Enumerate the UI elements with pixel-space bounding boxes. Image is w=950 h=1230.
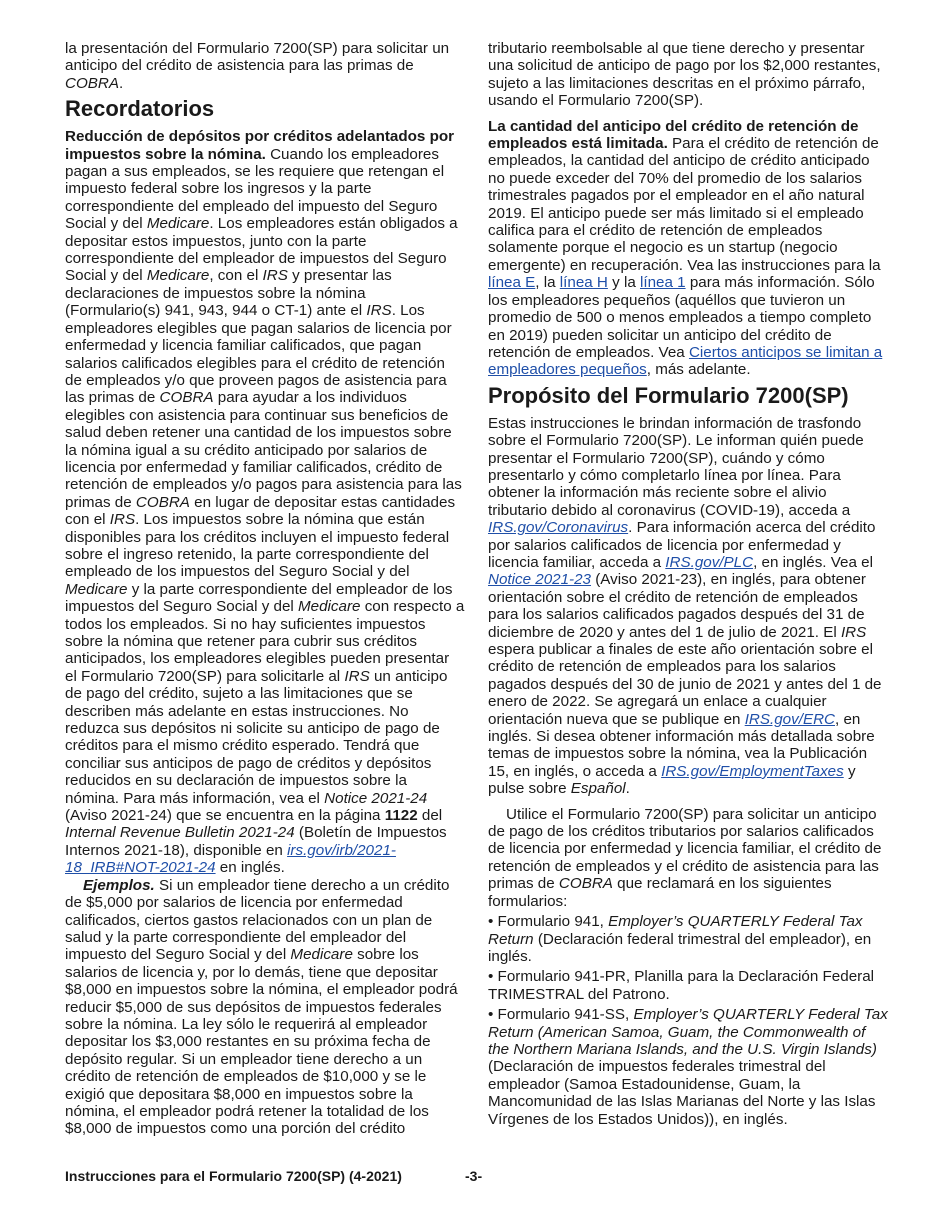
text-run: Ejemplos. bbox=[83, 876, 155, 894]
text-run: IRS bbox=[109, 511, 136, 529]
text-run: Medicare bbox=[146, 215, 210, 233]
text-run: Reducción de depósitos por créditos adelantados por impuestos sobre la nómina. bbox=[65, 128, 455, 163]
text-run: , en inglés. Si desea obtener información más detallada sobre temas de impuestos sobre la nómina, vea la Publicación 15, en inglés, o acceda a bbox=[488, 710, 875, 780]
text-run: y presentar las declaraciones de impuestos sobre la nómina (Formulario(s) 941, 943, 944 o CT-1) ante el bbox=[65, 267, 392, 320]
text-run: (Aviso 2021-23), en inglés, para obtener orientación sobre el crédito de retención de empleados para los salarios calificados pagados después del 31 de diciembre de 2020 y antes del 1 de julio de 2021. El bbox=[488, 571, 866, 641]
section-heading-recordatorios: Recordatorios bbox=[65, 96, 215, 122]
text-run: COBRA bbox=[558, 875, 613, 893]
text-run: Medicare bbox=[65, 580, 128, 598]
text-link[interactable]: IRS.gov/EmploymentTaxes bbox=[661, 762, 844, 780]
text-link[interactable]: línea E bbox=[488, 274, 536, 292]
text-run: COBRA bbox=[159, 389, 214, 407]
text-run: COBRA bbox=[65, 74, 120, 92]
text-run: Utilice el Formulario 7200(SP) para solicitar un anticipo de pago de los créditos tributarios por salarios calificados de licencia por enfermedad y licencia familiar, el crédito de retención de empleados y el crédito de asistencia para las primas de bbox=[488, 805, 882, 893]
text-run: (Aviso 2021-24) que se encuentra en la página bbox=[65, 807, 385, 825]
text-run: Medicare bbox=[146, 267, 210, 285]
text-link[interactable]: línea 1 bbox=[639, 274, 686, 292]
text-run: • Formulario 941-PR, Planilla para la Declaración Federal TRIMESTRAL del Patrono. bbox=[488, 968, 875, 1003]
text-run: COBRA bbox=[135, 493, 190, 511]
text-run: , la bbox=[535, 274, 560, 292]
text-run: • Formulario 941-SS, bbox=[488, 1006, 634, 1024]
text-run: . Los impuestos sobre la nómina que están disponibles para los créditos incluyen el impuesto federal sobre el ingreso retenido, la parte correspondiente del empleado de los impuestos del Seguro Social y del bbox=[65, 511, 450, 581]
text-run: espera publicar a finales de este año orientación sobre el crédito de retención de empleados para los salarios pagados después del 30 de junio de 2021 y antes del 1 de enero de 2022. Se agregará un enlace a cualquier orientación nueva que se publique en bbox=[488, 641, 882, 728]
bullet-form-941 bbox=[488, 913, 888, 965]
text-run: sobre los salarios de licencia y, por lo demás, tiene que depositar $8,000 en impuestos sobre la nómina, el empleador podrá reducir $5,000 de sus depósitos de impuestos federales sobre la nómina. La ley sólo le requerirá al empleador depositar los $3,000 restantes en su próxima fecha de depósito regular. Si un empleador tiene derecho a un crédito de retención de empleados de $10,000 y se le exigió que depositara $8,000 en impuestos sobre la nómina, el empleador podrá retener la totalidad de los $8,000 de impuestos como una porción del crédito bbox=[65, 946, 458, 1138]
text-run: del bbox=[417, 807, 443, 825]
text-run: Internal Revenue Bulletin 2021-24 bbox=[65, 824, 295, 842]
right-column bbox=[488, 40, 888, 1128]
footer-title: Instrucciones para el Formulario 7200(SP) (4-2021) bbox=[65, 1168, 402, 1184]
text-run: que reclamará en los siguientes formularios: bbox=[488, 875, 832, 910]
text-run: IRS bbox=[262, 267, 288, 285]
text-run: (Boletín de Impuestos Internos 2021-18), disponible en bbox=[65, 824, 447, 859]
text-run: un anticipo de pago del crédito, sujeto a las limitaciones que se describen más adelante en estas instrucciones. No reduzca sus depósitos ni solicite su anticipo de pago de créditos para el mismo crédito esperado. Tendrá que conciliar sus anticipos de pago de créditos y depósitos reducidos en su declaración de impuestos sobre la nómina. Para más información, vea el bbox=[65, 667, 448, 807]
text-run: IRS bbox=[344, 667, 370, 685]
bullet-form-941-ss bbox=[488, 1006, 888, 1128]
text-run: en lugar de depositar estas cantidades con el bbox=[65, 493, 456, 529]
text-run: , más adelante. bbox=[646, 361, 751, 379]
continuation-paragraph bbox=[488, 40, 888, 110]
text-run: la presentación del Formulario 7200(SP) para solicitar un anticipo del crédito de asistencia para las primas de bbox=[65, 40, 450, 75]
text-run: (Declaración federal trimestral del empleador), en inglés. bbox=[488, 930, 872, 965]
text-run: Cuando los empleadores pagan a sus empleados, se les requiere que retengan el impuesto federal sobre los ingresos y la parte correspondiente del empleado del impuesto del Seguro Social y del bbox=[65, 145, 445, 233]
text-run: Español bbox=[570, 780, 626, 798]
page-number: -3- bbox=[465, 1168, 483, 1184]
text-run: para ayudar a los individuos elegibles con asistencia para continuar sus beneficios de salud deben retener una cantidad de los impuestos sobre la nómina igual a su crédito anticipado por salarios de licencia por enfermedad y familiar calificados, crédito de retención de empleados y/o pagos para asistencia para las primas de bbox=[65, 389, 462, 511]
text-link[interactable]: IRS.gov/PLC bbox=[665, 553, 754, 571]
cantidad-paragraph bbox=[488, 118, 888, 379]
text-run: y pulse sobre bbox=[488, 762, 856, 798]
text-link[interactable]: IRS.gov/ERC bbox=[744, 710, 836, 728]
text-run: , con el bbox=[209, 267, 263, 285]
text-run: • Formulario 941, bbox=[488, 913, 609, 931]
text-run: . Los empleadores elegibles que pagan salarios de licencia por enfermedad y licencia familiar calificados, que pagan salarios calificados elegibles para el crédito de retención de empleados y/o que proveen pagos de asistencia para las primas de bbox=[65, 302, 452, 407]
text-run: . bbox=[625, 780, 630, 798]
text-run: , en inglés. Vea el bbox=[753, 553, 873, 571]
text-run: Notice 2021-24 bbox=[324, 789, 428, 807]
text-run: . bbox=[119, 74, 124, 92]
text-run: (Declaración de impuestos federales trimestral del empleador (Samoa Estadounidense, Guam, la Mancomunidad de las Islas Marianas del Norte y las Islas Vírgenes de los Estados Unidos)), en inglés. bbox=[488, 1058, 876, 1128]
text-run: . Para información acerca del crédito por salarios calificados de licencia por enfermedad y licencia familiar, acceda a bbox=[488, 519, 876, 571]
intro-paragraph bbox=[65, 40, 465, 92]
text-link[interactable]: IRS.gov/Coronavirus bbox=[488, 519, 629, 537]
left-column bbox=[65, 40, 465, 1138]
text-run: y la parte correspondiente del empleador de los impuestos del Seguro Social y del bbox=[65, 580, 453, 616]
section-heading-proposito: Propósito del Formulario 7200(SP) bbox=[488, 382, 849, 408]
text-link[interactable]: irs.gov/irb/2021-18_IRB#NOT-2021-24 bbox=[65, 841, 396, 877]
bullet-form-941-pr bbox=[488, 968, 888, 1003]
text-run: 1122 bbox=[384, 807, 418, 825]
text-run: para más información. Sólo los empleadores pequeños (aquéllos que tuvieron un promedio de 500 o menos empleados a tiempo completo en 2019) pueden solicitar un anticipo del crédito de retención de empleados. Vea bbox=[488, 274, 875, 361]
text-run: tributario reembolsable al que tiene derecho y presentar una solicitud de anticipo de pago por los $2,000 restantes, sujeto a las limitaciones descritas en el próximo párrafo, usando el Formulario 7200(SP). bbox=[488, 40, 881, 110]
text-link[interactable]: línea H bbox=[559, 274, 608, 292]
text-link[interactable]: Ciertos anticipos se limitan a empleadores pequeños bbox=[488, 343, 883, 379]
text-run: Si un empleador tiene derecho a un crédito de $5,000 por salarios de licencia por enfermedad calificados, ciertos gastos relacionados con un plan de salud y la parte correspondiente del empleador del impuesto del Seguro Social y del bbox=[65, 876, 450, 964]
utilice-paragraph bbox=[488, 806, 888, 910]
text-run: con respecto a todos los empleados. Si no hay suficientes impuestos sobre la nómina que retener para cubrir sus créditos anticipados, los empleadores elegibles pueden presentar el Formulario 7200(SP) para solicitarle al bbox=[65, 598, 465, 685]
text-run: Employer’s QUARTERLY Federal Tax Return bbox=[488, 913, 863, 948]
text-run: La cantidad del anticipo del crédito de retención de empleados está limitada. bbox=[488, 117, 859, 153]
text-run: Para el crédito de retención de empleados, la cantidad del anticipo de crédito anticipado no puede exceder del 70% del promedio de los salarios trimestrales pagados por el empleador en el año natural 2019. El anticipo puede ser más limitado si el empleado califica para el crédito de retención de empleados solamente porque el negocio es un startup (negocio emergente) en recuperación. Vea las instrucciones para la bbox=[488, 135, 881, 274]
text-run: en inglés. bbox=[215, 859, 285, 877]
text-run: Medicare bbox=[290, 946, 353, 964]
reduccion-paragraph bbox=[65, 128, 465, 876]
text-run: Medicare bbox=[298, 598, 361, 616]
text-run: IRS bbox=[366, 302, 392, 320]
page-footer bbox=[65, 1166, 885, 1186]
proposito-paragraph bbox=[488, 415, 888, 798]
ejemplos-paragraph bbox=[65, 877, 465, 1138]
text-run: Estas instrucciones le brindan información de trasfondo sobre el Formulario 7200(SP). Le informan quién puede presentar el Formulario 7200(SP), cuándo y cómo presentarlo y cómo completarlo línea por línea. Para obtener la información más reciente sobre el alivio tributario debido al coronavirus (COVID-19), acceda a bbox=[488, 414, 864, 519]
text-run: IRS bbox=[840, 623, 867, 641]
text-link[interactable]: Notice 2021-23 bbox=[488, 571, 592, 589]
text-run: . Los empleadores están obligados a depositar estos impuestos, junto con la parte correspondiente del empleador de impuestos del Seguro Social y del bbox=[65, 215, 458, 285]
text-run: Employer’s QUARTERLY Federal Tax Return (American Samoa, Guam, the Commonwealth of the Northern Mariana Islands, and the U.S. Virgin Islands) bbox=[488, 1006, 888, 1058]
text-run: y la bbox=[607, 274, 640, 292]
